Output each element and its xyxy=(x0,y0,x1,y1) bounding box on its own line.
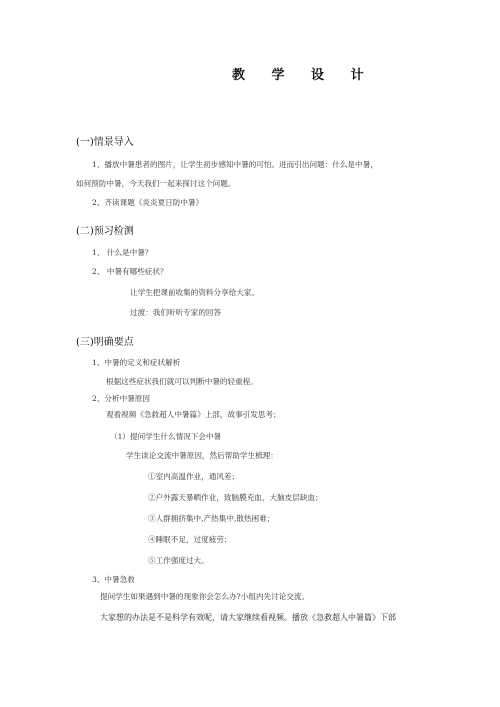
key-point-1-detail: 根据这些症状我们就可以判断中暑的轻重程。 xyxy=(106,377,258,386)
preview-note-1: 让学生把课前收集的资料分享给大家。 xyxy=(130,288,260,297)
preview-question-2: 2、 中暑有哪些症状？ xyxy=(92,267,168,276)
preview-question-1: 1、 什么是中暑？ xyxy=(92,248,153,257)
section-heading-key-points: (三)明确要点 xyxy=(76,337,134,348)
preview-note-2: 过渡：我们听听专家的回答 xyxy=(130,308,222,317)
key-point-1: 1、中暑的定义和症状解析 xyxy=(92,358,181,367)
key-point-2-detail-3: 学生谈论交流中暑原因，然后帮助学生梳理： xyxy=(126,451,278,460)
key-point-3-detail-2: 大家想的办法是不是科学有效呢，请大家继续看视频。播放《急救超人中暑篇》下部 xyxy=(100,613,396,622)
key-point-2: 2、分析中暑原因 xyxy=(92,394,150,403)
cause-item: ②户外露天暴晒作业，致脑膜充血，大脑皮层缺血； xyxy=(148,493,323,502)
intro-paragraph-1-line-2: 如何预防中暑，今天我们一起来探讨这个问题。 xyxy=(76,179,236,188)
cause-item: ①室内高温作业，通风差； xyxy=(148,472,240,481)
section-heading-preview: (二)预习检测 xyxy=(76,226,134,237)
cause-item: ⑤工作强度过大。 xyxy=(148,556,209,565)
key-point-3-detail-1: 提问学生如果遇到中暑的现象你会怎么办?小组内先讨论交流。 xyxy=(100,592,310,601)
key-point-2-detail-2: （1）提问学生什么情况下会中暑 xyxy=(110,432,222,441)
cause-item: ③人群拥挤集中,产热集中,散热困难； xyxy=(148,514,275,523)
key-point-3: 3、中暑急救 xyxy=(92,575,135,584)
intro-paragraph-2: 2、齐读课题《炎炎夏日防中暑》 xyxy=(92,198,204,207)
page-title: 教 学 设 计 xyxy=(232,68,375,83)
key-point-2-detail-1: 观看视频《急救超人中暑篇》上部，故事引发思考； xyxy=(106,410,281,419)
section-heading-intro: (一)情景导入 xyxy=(76,137,134,148)
intro-paragraph-1-line-1: 1、播放中暑患者的图片，让学生初步感知中暑的可怕。进而引出问题：什么是中暑， xyxy=(92,160,378,169)
cause-item: ④睡眠不足，过度疲劳； xyxy=(148,535,232,544)
